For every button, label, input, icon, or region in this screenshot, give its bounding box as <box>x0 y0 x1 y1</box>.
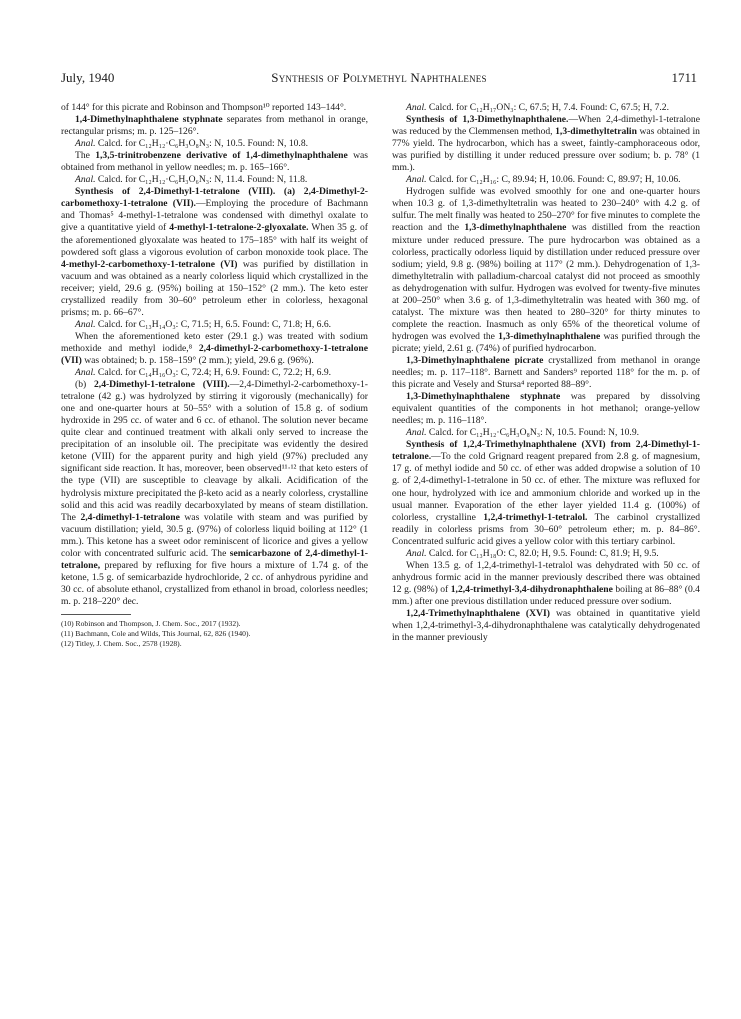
footnote: (10) Robinson and Thompson, J. Chem. Soc., 2017 (1932). <box>61 618 241 628</box>
paragraph: Synthesis of 1,3-Dimethylnaphthalene.—When 2,4-dimethyl-1-tetralone was reduced by the Clemmensen method, 1,3-dimethyltetralin was obtained in 77% yield. The hydrocarbon, which has a sweet, faintly-camphoraceous odor, was purified by distilling it under reduced pressure over sodium; b. p. 78° (1 mm.). <box>392 114 700 174</box>
paragraph: 1,3-Dimethylnaphthalene picrate crystallized from methanol in orange needles; m. p. 117–118°. Barnett and Sanders⁹ reported 118° for the m. p. of this picrate and Vesely and Stursa⁴ reported 88–89°. <box>392 354 700 391</box>
paragraph: 1,4-Dimethylnaphthalene styphnate separates from methanol in orange, rectangular prisms; m. p. 125–126°. <box>61 114 368 138</box>
footnote: (11) Bachmann, Cole and Wilds, This Journal, 62, 826 (1940). <box>61 628 251 638</box>
analysis-line: Anal. Calcd. for C₁₃H₁₄O₃: C, 71.5; H, 6.5. Found: C, 71.8; H, 6.6. <box>75 318 332 330</box>
analysis-line: Anal. Calcd. for C₁₂H₁₂·C₆H₃O₈N₃: N, 10.5. Found: N, 10.8. <box>75 138 309 150</box>
paragraph: When 13.5 g. of 1,2,4-trimethyl-1-tetralol was dehydrated with 50 cc. of anhydrous formic acid in the manner previously described there was obtained 12 g. (98%) of 1,2,4-trimethyl-3,4-dihydronaphthalene boiling at 86–88° (0.4 mm.) after one previous distillation under reduced pressure over sodium. <box>392 559 700 607</box>
paragraph: Hydrogen sulfide was evolved smoothly for one and one-quarter hours when 10.3 g. of 1,3-dimethyltetralin was heated to 230–240° with 4.2 g. of sulfur. The melt finally was heated to 250–270° for five minutes to complete the reaction and the 1,3-dimethylnaphthalene was distilled from the reaction mixture under reduced pressure. The pure hydrocarbon was obtained as a colorless, practically odorless liquid by distillation under reduced pressure over sodium; yield, 9.8 g. (98%) boiling at 117° (2 mm.). Dehydrogenation of 1,3-dimethyltetralin with palladium-charcoal catalyst did not proceed as smoothly as dehydrogenation with sulfur. Hydrogen was evolved for twenty-five minutes at 200–250° when 3.6 g. of 1,3-dimethyltetralin was heated with 360 mg. of catalyst. The mixture was then heated to 280–320° for thirty minutes to complete the reaction. Inasmuch as only 65% of the theoretical volume of hydrogen was evolved the 1,3-dimethylnaphthalene was purified through the picrate; yield, 2.61 g. (74%) of purified hydrocarbon. <box>392 186 701 354</box>
footnote: (12) Titley, J. Chem. Soc., 2578 (1928). <box>61 638 182 648</box>
paragraph: 1,2,4-Trimethylnaphthalene (XVI) was obtained in quantitative yield when 1,2,4-trimethyl-3,4-dihydronaphthalene was catalytically dehydrogenated in the manner previously <box>392 607 700 644</box>
page-number: 1711 <box>671 70 697 85</box>
left-column <box>61 102 368 649</box>
paragraph: (b) 2,4-Dimethyl-1-tetralone (VIII).—2,4-Dimethyl-2-carbomethoxy-1-tetralone (42 g.) was hydrolyzed by stirring it vigorously (mechanically) for one and one-quarter hours at 50–55° with a solution of 15.8 g. of sodium hydroxide in 295 cc. of water and 6 cc. of ethanol. The solution never became quite clear and continued treatment with alkali only served to increase the precipitation of an insoluble oil. The precipitate was evidently the desired ketone (VIII) for the apparent purity and high yield (97%) precluded any significant side reaction. It has, moreover, been observed¹¹·¹² that keto esters of the type (VII) are susceptible to cleavage by alkali. Acidification of the hydrolysis mixture precipitated the β-keto acid as a nearly colorless, crystalline solid and this acid was readily decarboxylated by means of steam distillation. The 2,4-dimethyl-1-tetralone was volatile with steam and was purified by vacuum distillation; yield, 30.5 g. (97%) of colorless liquid boiling at 112° (1 mm.). This ketone has a sweet odor reminiscent of licorice and gives a yellow color with concentrated sulfuric acid. The semicarbazone of 2,4-dimethyl-1-tetralone, prepared by refluxing for five hours a mixture of 1.74 g. of the ketone, 1.5 g. of semicarbazide hydrochloride, 2 cc. of anhydrous pyridine and 30 cc. of absolute ethanol, crystallized from ethanol in broad, colorless needles; m. p. 218–220° dec. <box>61 379 368 607</box>
analysis-line: Anal. Calcd. for C₁₂H₁₂·C₆H₃O₆N₃: N, 11.4. Found: N, 11.8. <box>75 174 308 186</box>
analysis-line: Anal. Calcd. for C₁₂H₁₆: C, 89.94; H, 10.06. Found: C, 89.97; H, 10.06. <box>406 174 681 186</box>
running-header <box>61 70 697 90</box>
paragraph: The 1,3,5-trinitrobenzene derivative of 1,4-dimethylnaphthalene was obtained from methanol in yellow needles; m. p. 165–166°. <box>61 150 368 174</box>
analysis-line: Anal. Calcd. for C₁₂H₁₂·C₆H₃O₈N₃: N, 10.5. Found: N, 10.9. <box>406 427 640 439</box>
right-column <box>392 102 700 644</box>
paragraph: Synthesis of 1,2,4-Trimethylnaphthalene (XVI) from 2,4-Dimethyl-1-tetralone.—To the cold Grignard reagent prepared from 2.8 g. of magnesium, 17 g. of methyl iodide and 50 cc. of ether was added dropwise a solution of 10 g. of 2,4-dimethyl-1-tetralone in 50 cc. of ether. The mixture was refluxed for one hour, hydrolyzed with ice and ammonium chloride and worked up in the usual manner. Evaporation of the ether layer yielded 11.4 g. (100%) of colorless, crystalline 1,2,4-trimethyl-1-tetralol. The carbinol crystallized readily in colorless prisms from 30–60° petroleum ether; m. p. 84–86°. Concentrated sulfuric acid gives a yellow color with this tertiary carbinol. <box>392 439 700 547</box>
analysis-line: Anal. Calcd. for C₁₃H₁₈O: C, 82.0; H, 9.5. Found: C, 81.9; H, 9.5. <box>406 547 659 559</box>
paragraph: 1,3-Dimethylnaphthalene styphnate was prepared by dissolving equivalent quantities of the components in hot methanol; orange-yellow needles; m. p. 116–118°. <box>392 391 700 427</box>
footnote-divider <box>61 614 131 615</box>
header-date: July, 1940 <box>61 70 115 85</box>
header-title: Synthesis of Polymethyl Naphthalenes <box>271 70 487 85</box>
analysis-line: Anal. Calcd. for C₁₄H₁₆O₃: C, 72.4; H, 6.9. Found: C, 72.2; H, 6.9. <box>75 367 332 379</box>
analysis-line: Anal. Calcd. for C₁₂H₁₇ON₃: C, 67.5; H, 7.4. Found: C, 67.5; H, 7.2. <box>406 102 669 113</box>
paragraph: When the aforementioned keto ester (29.1 g.) was treated with sodium methoxide and methyl iodide,⁸ 2,4-dimethyl-2-carbomethoxy-1-tetralone (VII) was obtained; b. p. 158–159° (2 mm.); yield, 29.6 g. (96%). <box>61 330 368 366</box>
paragraph: of 144° for this picrate and Robinson and Thompson¹⁰ reported 143–144°. <box>61 102 347 113</box>
paragraph: Synthesis of 2,4-Dimethyl-1-tetralone (VIII). (a) 2,4-Dimethyl-2-carbomethoxy-1-tetralone (VII).—Employing the procedure of Bachmann and Thomas⁵ 4-methyl-1-tetralone was condensed with dimethyl oxalate to give a quantitative yield of 4-methyl-1-tetralone-2-glyoxalate. When 35 g. of the aforementioned glyoxalate was heated to 175–185° with half its weight of powdered soft glass a vigorous evolution of carbon monoxide took place. The 4-methyl-2-carbomethoxy-1-tetralone (VI) was purified by distillation in vacuum and was obtained as a nearly colorless liquid which crystallized in the receiver; yield, 29.6 g. (95%) boiling at 150–152° (2 mm.). The keto ester crystallized readily from 30–60° petroleum ether in colorless, hexagonal prisms; m. p. 66–67°. <box>61 186 369 318</box>
